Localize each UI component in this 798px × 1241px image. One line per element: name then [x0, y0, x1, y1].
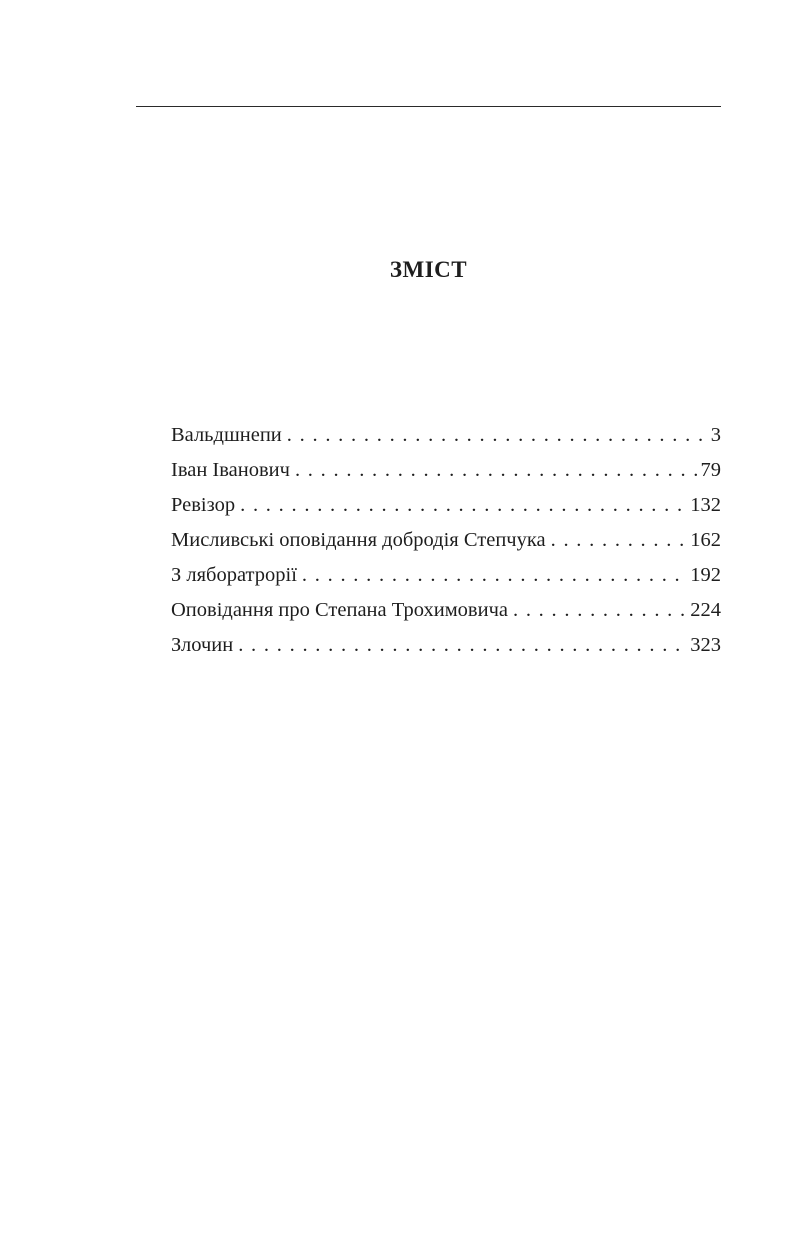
toc-dot-leader [513, 597, 686, 623]
toc-entry[interactable] [171, 492, 721, 527]
toc-entry-title: Злочин [171, 634, 234, 656]
toc-entry[interactable] [171, 457, 721, 492]
toc-dot-leader [551, 527, 687, 553]
toc-dot-leader [295, 457, 697, 483]
toc-entry-title: Оповідання про Степана Трохимовича [171, 599, 508, 621]
toc-page-number: 79 [700, 459, 721, 481]
toc-entry-title: З ляборатрорії [171, 564, 297, 586]
toc-page-number: 162 [690, 529, 721, 551]
toc-dot-leader [240, 492, 686, 518]
toc-page-number: 323 [690, 634, 721, 656]
toc-entry[interactable] [171, 527, 721, 562]
toc-page-number: 224 [690, 599, 721, 621]
toc-entry-title: Ревізор [171, 494, 236, 516]
toc-dot-leader [302, 562, 686, 588]
page-title: ЗМІСТ [389, 257, 468, 282]
top-rule [136, 106, 721, 107]
toc-entry-title: Вальдшнепи [171, 424, 282, 446]
toc-entry[interactable] [171, 632, 721, 667]
toc-entry-title: Іван Іванович [171, 459, 290, 481]
toc-dot-leader [287, 422, 707, 448]
toc-dot-leader [238, 632, 686, 658]
toc-page-number: 192 [690, 564, 721, 586]
toc-page-number: 3 [710, 424, 721, 446]
toc-entry[interactable] [171, 562, 721, 597]
table-of-contents [171, 422, 721, 667]
toc-entry[interactable] [171, 597, 721, 632]
toc-page-number: 132 [690, 494, 721, 516]
toc-entry-title: Мисливські оповідання добродія Степчука [171, 529, 546, 551]
toc-entry[interactable] [171, 422, 721, 457]
